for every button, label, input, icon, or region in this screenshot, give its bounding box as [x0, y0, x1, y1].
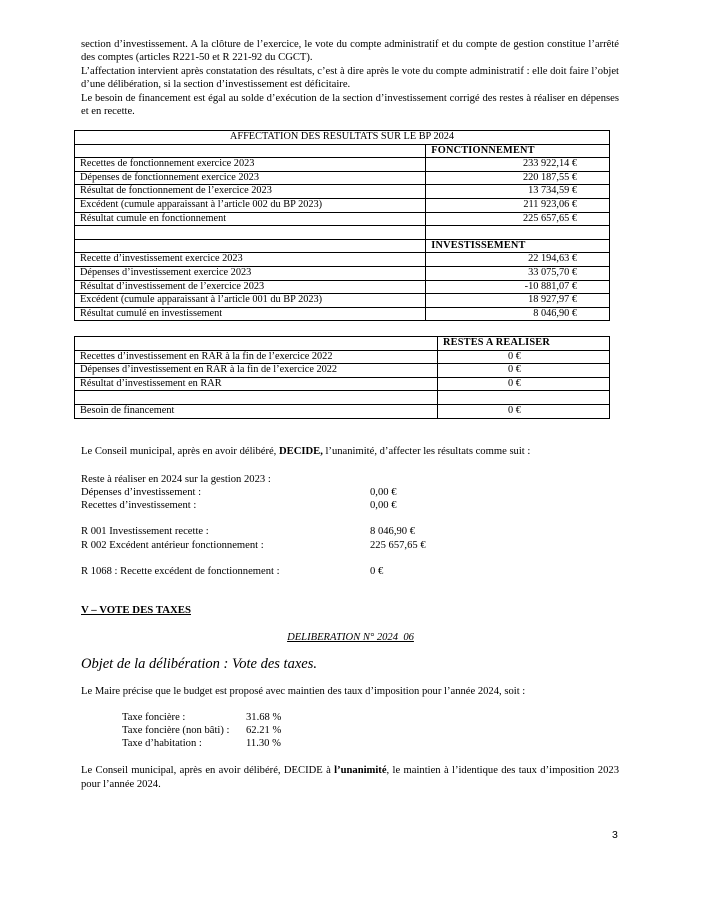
fonctionnement-header: FONCTIONNEMENT [426, 144, 610, 158]
blank-row [75, 226, 610, 240]
list-item: Taxe foncière : 31.68 % [122, 712, 282, 723]
list-item: Taxe foncière (non bâti) : 62.21 % [122, 725, 282, 736]
list-item: Taxe d’habitation : 11.30 % [122, 738, 281, 749]
table-row: Excédent (cumule apparaissant à l’article 002 du BP 2023) 211 923,06 € [75, 198, 610, 212]
restes-header-row [75, 337, 610, 351]
conclusion-text: Le Conseil municipal, après en avoir délibéré, DECIDE à l’unanimité, le maintien à l’identique des taux d’imposition 2023 pour l’année 2024. [81, 765, 619, 790]
table-row: Recettes de fonctionnement exercice 2023 233 922,14 € [75, 158, 610, 172]
fonctionnement-header-row [75, 144, 610, 158]
table-row: Résultat d’investissement de l’exercice 2023 -10 881,07 € [75, 280, 610, 294]
intro-text [81, 38, 619, 118]
reste-title: Reste à réaliser en 2024 sur la gestion 2023 : [81, 474, 271, 485]
restes-header: RESTES A REALISER [438, 337, 610, 351]
table-row: Dépenses de fonctionnement exercice 2023 220 187,55 € [75, 171, 610, 185]
objet-title: Objet de la délibération : Vote des taxes. [81, 656, 317, 672]
page-number: 3 [612, 829, 618, 841]
restes-table [74, 336, 610, 419]
table-row: Résultat d’investissement en RAR 0 € [75, 377, 610, 391]
table-title: AFFECTATION DES RESULTATS SUR LE BP 2024 [75, 131, 610, 145]
intro-paragraph-1: section d’investissement. A la clôture de l’exercice, le vote du compte administratif et du compte de gestion constitue l’arrêté des comptes (articles R221-50 et R 221-92 du CGCT). [81, 39, 619, 64]
affectation-row: R 001 Investissement recette : 8 046,90 € [81, 526, 416, 537]
table-row: Dépenses d’investissement exercice 2023 33 075,70 € [75, 266, 610, 280]
intro-paragraph-3: Le besoin de financement est égal au solde d’exécution de la section d’investissement corrigé des restes à réaliser en dépenses et en recette. [81, 92, 619, 118]
affectation-row: Dépenses d’investissement : 0,00 € [81, 487, 397, 498]
investissement-header: INVESTISSEMENT [426, 239, 610, 253]
investissement-header-row [75, 239, 610, 253]
table-row: Recette d’investissement exercice 2023 22 194,63 € [75, 253, 610, 267]
affectation-row: R 002 Excédent antérieur fonctionnement : 225 657,65 € [81, 540, 426, 551]
deliberation-number: DELIBERATION N° 2024_06 [287, 632, 414, 643]
affectation-table [74, 130, 610, 321]
affectation-row: Recettes d’investissement : 0,00 € [81, 500, 397, 511]
section-title: V – VOTE DES TAXES [81, 604, 191, 616]
decision-text: Le Conseil municipal, après en avoir délibéré, DECIDE, l’unanimité, d’affecter les résultats comme suit : [81, 446, 531, 457]
taxes-list [122, 711, 282, 750]
table-row: Résultat cumulé en investissement 8 046,90 € [75, 307, 610, 321]
maire-text: Le Maire précise que le budget est proposé avec maintien des taux d’imposition pour l’année 2024, soit : [81, 686, 526, 697]
table-row: Excédent (cumule apparaissant à l’article 001 du BP 2023) 18 927,97 € [75, 294, 610, 308]
table-title-row [75, 131, 610, 145]
intro-paragraph-2: L’affectation intervient après constatation des résultats, c’est à dire après le vote du compte administratif : elle doit faire l’objet d’une délibération, si la section d’investissement est déficitaire. [81, 65, 619, 91]
table-row: Recettes d’investissement en RAR à la fin de l’exercice 2022 0 € [75, 350, 610, 364]
table-row: Résultat de fonctionnement de l’exercice 2023 13 734,59 € [75, 185, 610, 199]
table-row: Résultat cumule en fonctionnement 225 657,65 € [75, 212, 610, 226]
table-row: Besoin de financement 0 € [75, 404, 610, 418]
blank-row [75, 391, 610, 405]
affectation-row: R 1068 : Recette excédent de fonctionnement : 0 € [81, 566, 384, 577]
table-row: Dépenses d’investissement en RAR à la fin de l’exercice 2022 0 € [75, 364, 610, 378]
